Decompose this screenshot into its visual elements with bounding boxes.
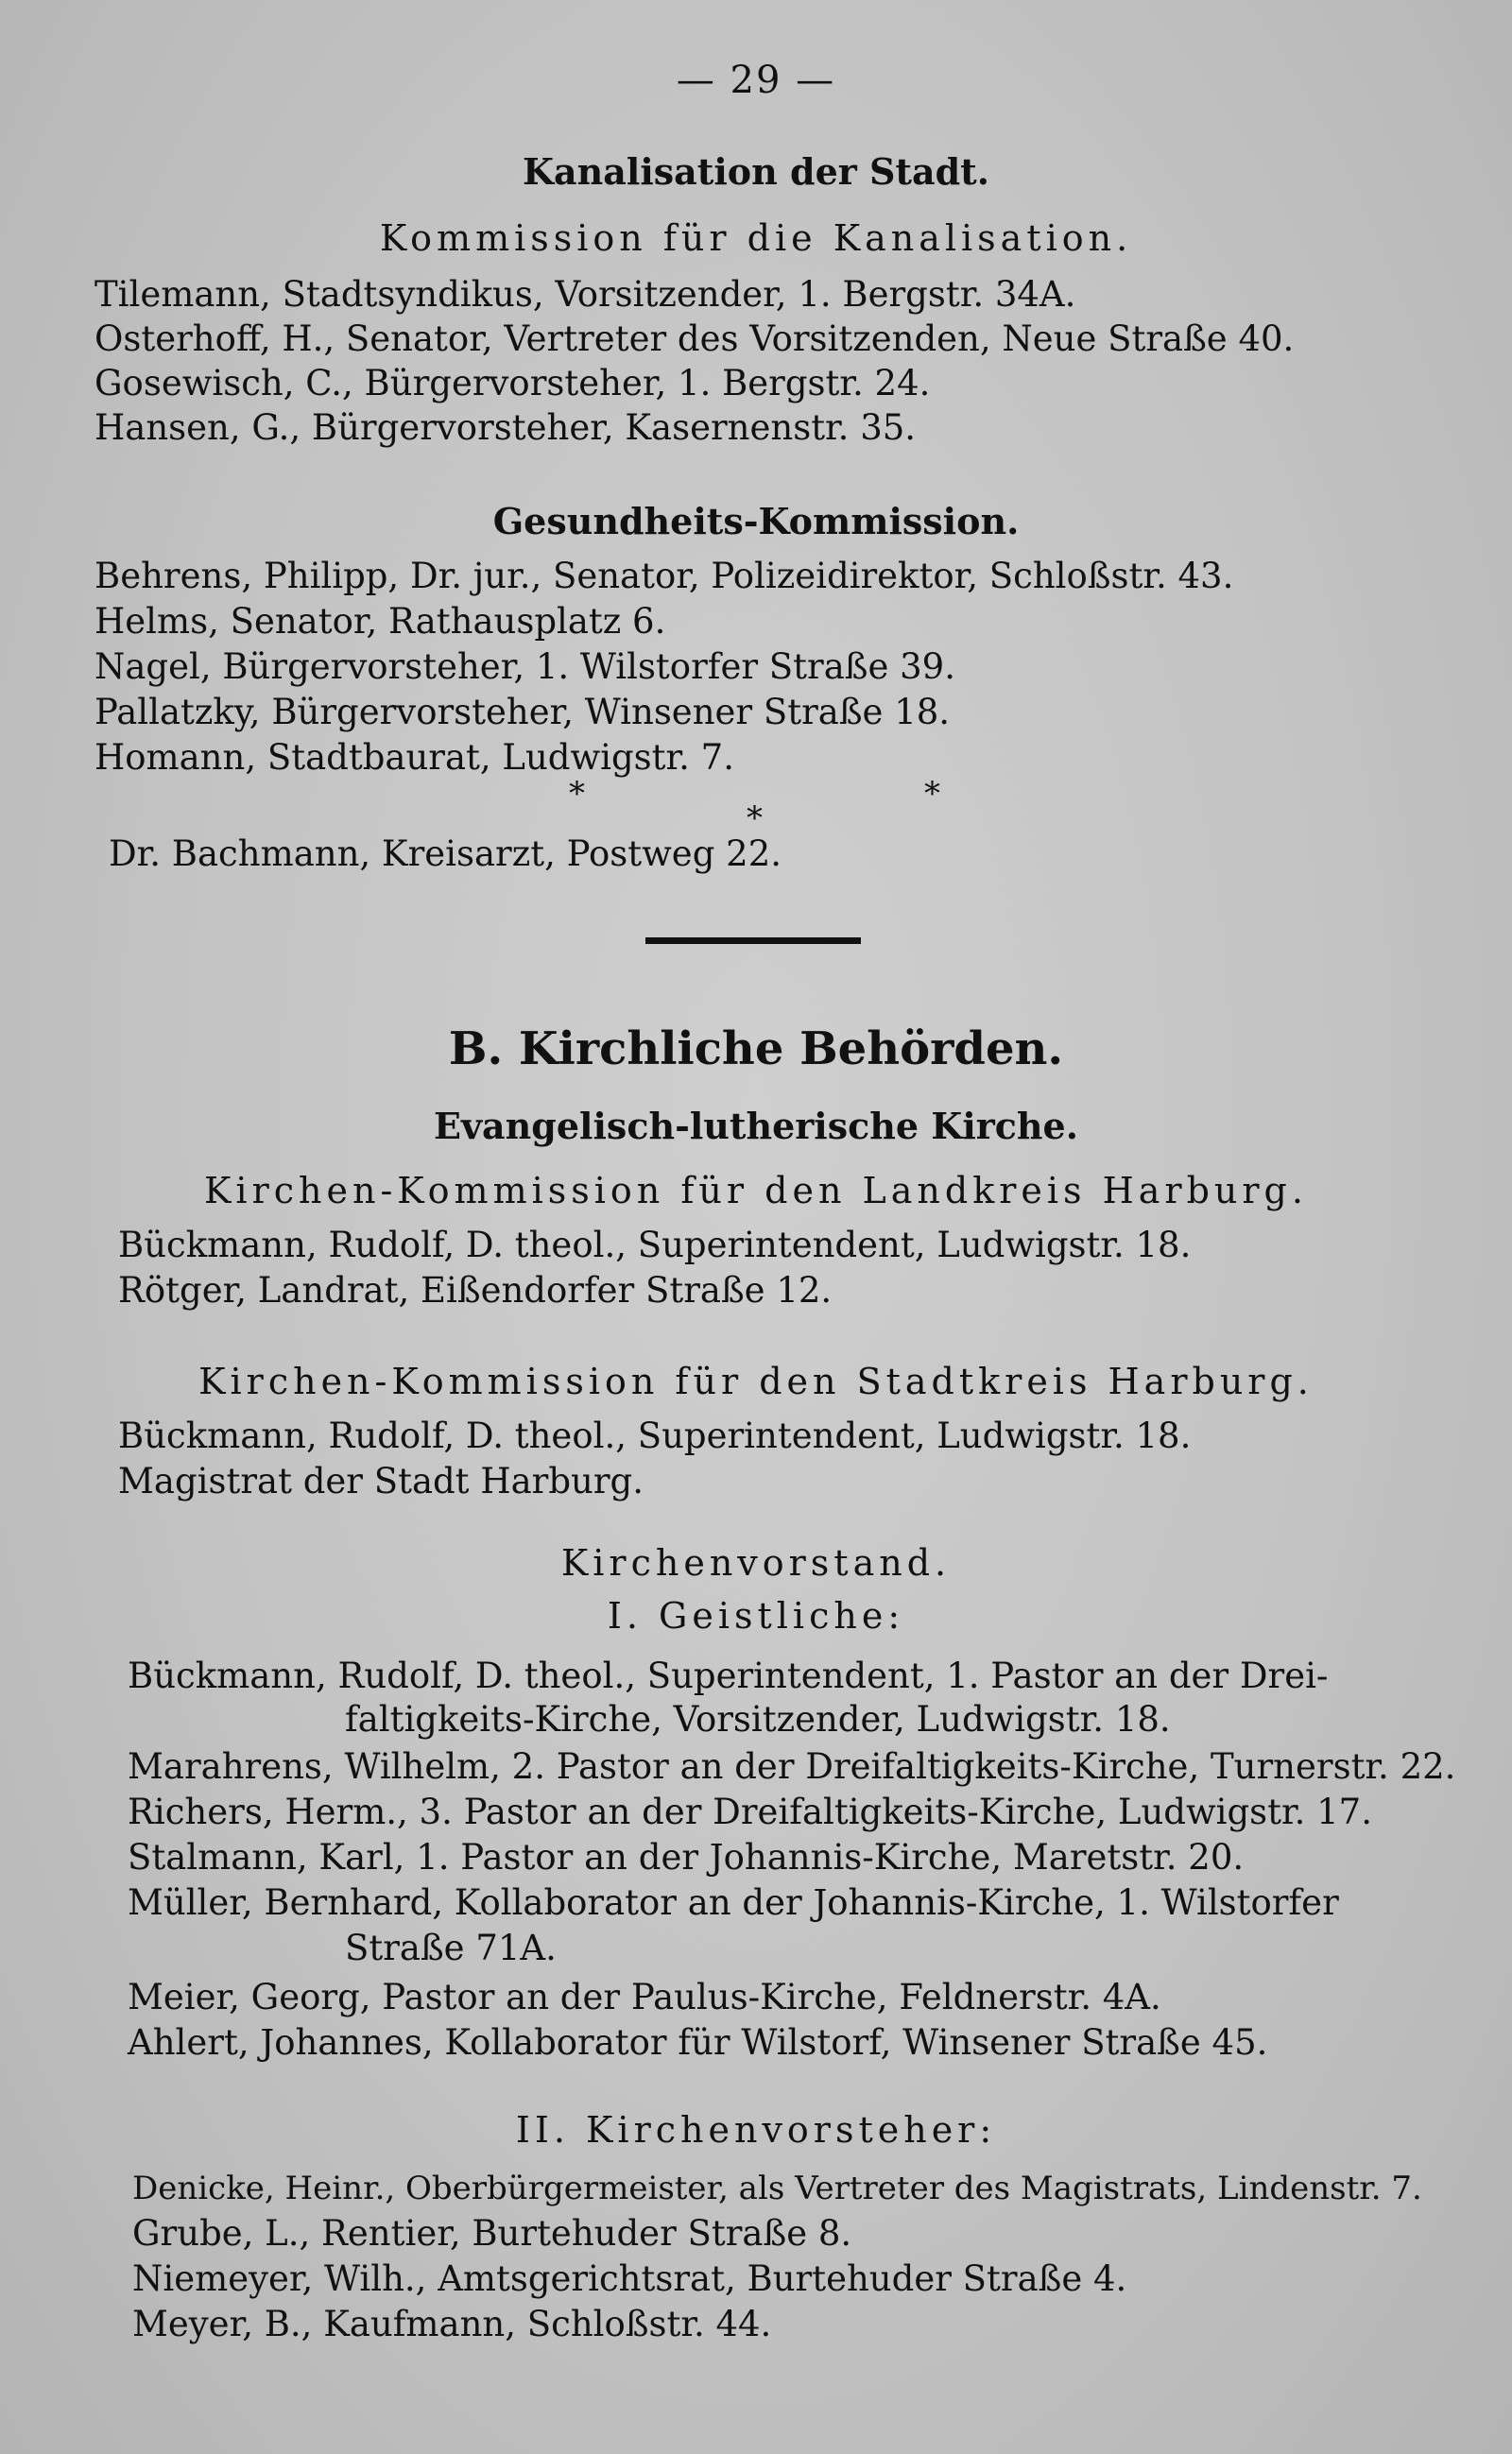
- member-line: Meier, Georg, Pastor an der Paulus-Kirche, Feldnerstr. 4A.: [128, 1977, 1161, 2017]
- church-title: Evangelisch-lutherische Kirche.: [434, 1105, 1078, 1147]
- member-line: Bückmann, Rudolf, D. theol., Superintendent, 1. Pastor an der Drei-: [128, 1656, 1329, 1696]
- asterisk-separator: *: [924, 775, 940, 813]
- member-line-continued: Straße 71A.: [345, 1928, 557, 1968]
- section-title-kirchliche: B. Kirchliche Behörden.: [448, 1022, 1064, 1075]
- landkreis-commission-title: Kirchen-Kommission für den Landkreis Harburg.: [204, 1170, 1308, 1211]
- member-line: Magistrat der Stadt Harburg.: [118, 1461, 644, 1502]
- member-line: Pallatzky, Bürgervorsteher, Winsener Straße 18.: [94, 692, 951, 732]
- member-line: Homann, Stadtbaurat, Ludwigstr. 7.: [94, 737, 734, 778]
- member-line: Denicke, Heinr., Oberbürgermeister, als Vertreter des Magistrats, Lindenstr. 7.: [132, 2170, 1422, 2207]
- health-commission-title: Gesundheits-Kommission.: [492, 500, 1020, 542]
- clergy-subtitle: I. Geistliche:: [607, 1595, 905, 1637]
- member-line: Müller, Bernhard, Kollaborator an der Johannis-Kirche, 1. Wilstorfer: [128, 1882, 1339, 1923]
- member-line: Helms, Senator, Rathausplatz 6.: [94, 601, 666, 642]
- member-line: Bückmann, Rudolf, D. theol., Superintendent, Ludwigstr. 18.: [118, 1225, 1192, 1265]
- member-line: Nagel, Bürgervorsteher, 1. Wilstorfer Straße 39.: [94, 646, 955, 687]
- member-line: Gosewisch, C., Bürgervorsteher, 1. Bergstr. 24.: [94, 363, 931, 403]
- doctor-line: Dr. Bachmann, Kreisarzt, Postweg 22.: [109, 833, 782, 874]
- asterisk-separator: *: [747, 799, 763, 837]
- commission-title-kanalisation: Kommission für die Kanalisation.: [379, 217, 1133, 259]
- stadtkreis-commission-title: Kirchen-Kommission für den Stadtkreis Harburg.: [198, 1361, 1314, 1402]
- member-line: Stalmann, Karl, 1. Pastor an der Johannis-Kirche, Maretstr. 20.: [128, 1837, 1245, 1878]
- section-title-kanalisation: Kanalisation der Stadt.: [523, 150, 989, 193]
- asterisk-separator: *: [569, 775, 585, 813]
- member-line: Grube, L., Rentier, Burtehuder Straße 8.: [132, 2213, 852, 2254]
- member-line: Osterhoff, H., Senator, Vertreter des Vorsitzenden, Neue Straße 40.: [94, 318, 1295, 359]
- member-line: Rötger, Landrat, Eißendorfer Straße 12.: [118, 1270, 833, 1311]
- kirchenvorstand-title: Kirchenvorstand.: [560, 1542, 952, 1584]
- member-line: Hansen, G., Bürgervorsteher, Kasernenstr. 35.: [94, 407, 917, 448]
- member-line: Ahlert, Johannes, Kollaborator für Wilstorf, Winsener Straße 45.: [128, 2022, 1268, 2063]
- member-line-continued: faltigkeits-Kirche, Vorsitzender, Ludwigstr. 18.: [345, 1699, 1171, 1740]
- member-line: Meyer, B., Kaufmann, Schloßstr. 44.: [132, 2304, 772, 2344]
- member-line: Tilemann, Stadtsyndikus, Vorsitzender, 1. Bergstr. 34A.: [94, 274, 1076, 315]
- section-divider-rule: [645, 937, 861, 944]
- page-number: — 29 —: [676, 59, 836, 102]
- member-line: Richers, Herm., 3. Pastor an der Dreifaltigkeits-Kirche, Ludwigstr. 17.: [128, 1792, 1372, 1832]
- member-line: Bückmann, Rudolf, D. theol., Superintendent, Ludwigstr. 18.: [118, 1416, 1192, 1456]
- member-line: Marahrens, Wilhelm, 2. Pastor an der Dreifaltigkeits-Kirche, Turnerstr. 22.: [128, 1746, 1456, 1787]
- member-line: Niemeyer, Wilh., Amtsgerichtsrat, Burtehuder Straße 4.: [132, 2258, 1127, 2299]
- member-line: Behrens, Philipp, Dr. jur., Senator, Polizeidirektor, Schloßstr. 43.: [94, 556, 1234, 596]
- elders-subtitle: II. Kirchenvorsteher:: [515, 2109, 997, 2151]
